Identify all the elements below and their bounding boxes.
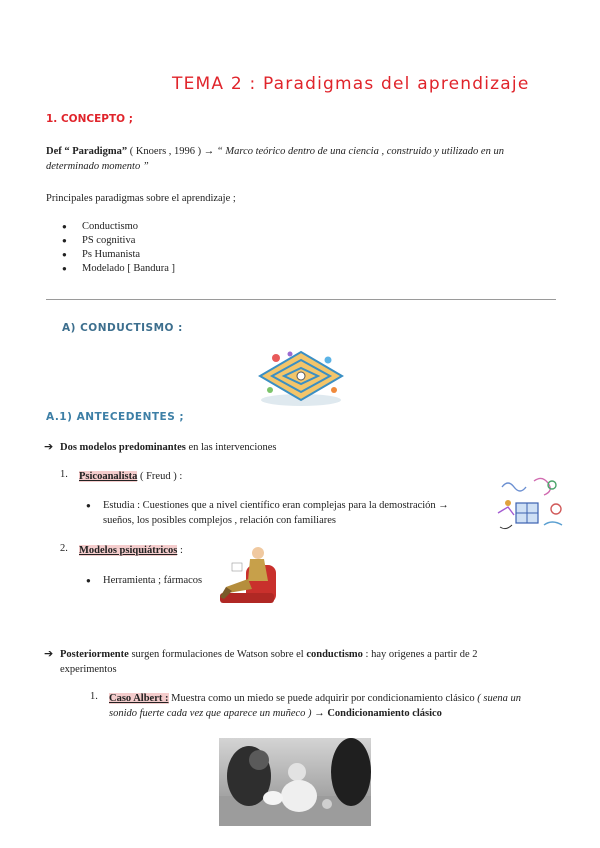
paradigms-list (46, 220, 175, 276)
list-item: ● PS cognitiva (46, 234, 175, 248)
later-bold-2: conductismo (306, 649, 363, 660)
model-1-line (79, 469, 182, 484)
list-item: ● Ps Humanista (46, 248, 175, 262)
definition-citation: ( Knoers , 1996 ) → (127, 146, 217, 157)
section-heading-concepto: 1. CONCEPTO ; (46, 113, 133, 125)
case-albert-label: Caso Albert : (109, 693, 169, 704)
definition-line-1 (46, 144, 558, 159)
list-number: 1. (90, 691, 98, 702)
model-2-bullet: Herramienta ; fármacos (103, 575, 203, 586)
models-bold: Dos modelos predominantes (60, 442, 186, 453)
arrow-icon: ➔ (44, 647, 54, 660)
arrow-icon: ➔ (44, 440, 54, 453)
list-item: ● Conductismo (46, 220, 175, 234)
section-heading-conductismo: A) CONDUCTISMO : (62, 322, 183, 334)
case-albert-bold-end: Condicionamiento clásico (327, 708, 442, 719)
later-mid: surgen formulaciones de Watson sobre el (128, 649, 307, 660)
psychiatrist-illustration (214, 543, 282, 607)
subsection-heading-antecedentes: A.1) ANTECEDENTES ; (46, 411, 185, 423)
case-albert-italic-2: sonido fuerte cada vez que aparece un muñeco ) (109, 708, 312, 719)
model-2-label: Modelos psiquiátricos (79, 545, 178, 556)
model-1-rest: ( Freud ) : (137, 471, 183, 482)
case-albert-text: Muestra como un miedo se puede adquirir por condicionamiento clásico (168, 693, 478, 704)
maze-illustration (256, 346, 346, 408)
model-2-rest: : (177, 545, 183, 556)
model-1-bullet-1: Estudia : Cuestiones que a nivel científico eran complejas para la demostración → (103, 500, 449, 511)
model-2-line (79, 543, 183, 558)
bullet-icon: ● (86, 501, 91, 510)
definition-quote-2: determinado momento ” (46, 161, 149, 172)
models-rest: en las intervenciones (185, 442, 277, 453)
case-albert-line-2 (109, 706, 442, 721)
dream-drawing-illustration (494, 473, 570, 535)
list-item: ● Modelado [ Bandura ] (46, 262, 175, 276)
later-line-1 (60, 647, 558, 662)
page-title: TEMA 2 : Paradigmas del aprendizaje (172, 74, 530, 94)
later-rest: : hay origenes a partir de 2 (362, 649, 478, 660)
paradigms-intro: Principales paradigmas sobre el aprendizaje ; (46, 193, 236, 204)
little-albert-photo (219, 738, 371, 826)
horizontal-divider (46, 299, 556, 300)
later-bold: Posteriormente (60, 649, 129, 660)
list-number: 1. (60, 469, 68, 480)
case-albert-arrow: → (311, 708, 328, 719)
models-line (60, 440, 277, 455)
case-albert-italic-1: ( suena un (477, 693, 522, 704)
bullet-icon: ● (86, 576, 91, 585)
later-line-2: experimentos (60, 664, 117, 675)
definition-term: Def “ Paradigma” (46, 146, 128, 157)
list-number: 2. (60, 543, 68, 554)
definition-quote-1: “ Marco teórico dentro de una ciencia , construido y utilizado en un (216, 146, 504, 157)
model-1-bullet-2: sueños, los posibles complejos , relación con familiares (103, 515, 336, 526)
model-1-label: Psicoanalista (79, 471, 138, 482)
case-albert-line-1 (109, 691, 558, 706)
